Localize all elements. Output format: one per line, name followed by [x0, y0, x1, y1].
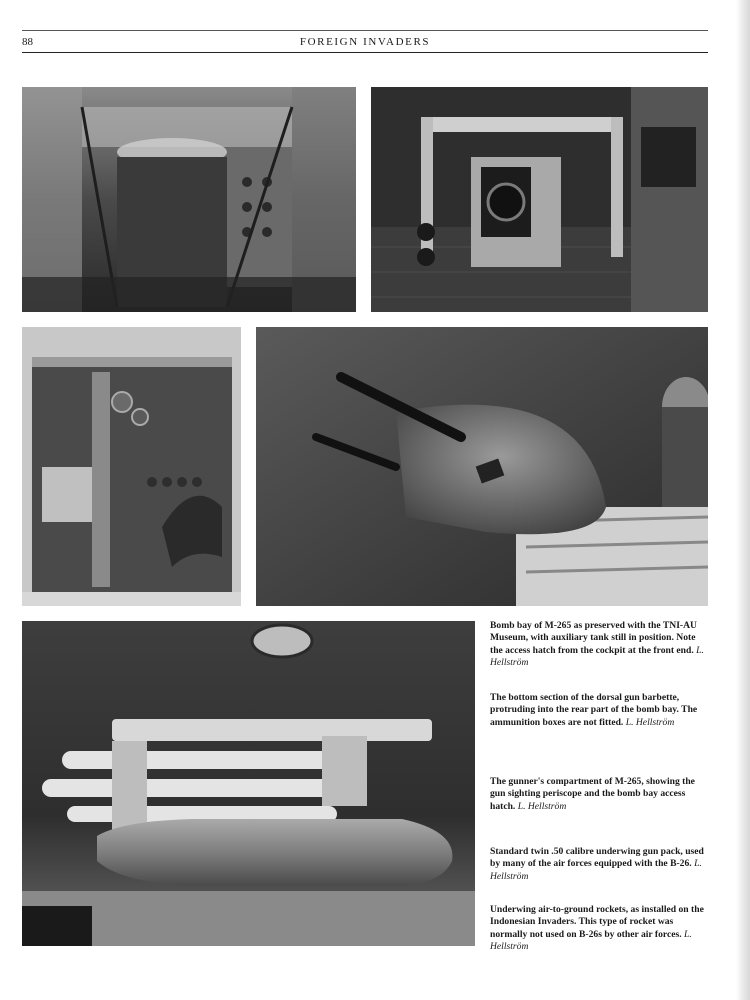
- caption-bomb-bay: [490, 620, 710, 670]
- page-number: 88: [22, 36, 33, 48]
- caption-text: The bottom section of the dorsal gun barbette, protruding into the rear part of the bomb bay. The ammunition boxes are not fitted.: [490, 692, 698, 728]
- caption-text: Standard twin .50 calibre underwing gun pack, used by many of the air forces equipped with the B-26.: [490, 846, 704, 870]
- caption-gun-pack: [490, 846, 710, 883]
- caption-text: The gunner's compartment of M-265, showing the gun sighting periscope and the bomb bay access hatch.: [490, 776, 695, 812]
- photo-gunner-compartment: [22, 327, 241, 606]
- running-header: [22, 34, 708, 53]
- caption-gunner: [490, 776, 710, 813]
- page-edge-shadow: [736, 0, 750, 1000]
- photo-bomb-bay: [22, 87, 356, 312]
- caption-credit: L. Hellström: [490, 644, 704, 669]
- caption-text: Bomb bay of M-265 as preserved with the TNI-AU Museum, with auxiliary tank still in position. Note the access hatch from the cockpit at the front end.: [490, 620, 697, 656]
- caption-credit: L. Hellström: [625, 716, 675, 728]
- running-title: FOREIGN INVADERS: [299, 36, 431, 48]
- header-top-rule: [22, 30, 708, 31]
- photo-rockets: [22, 621, 475, 946]
- caption-text: Underwing air-to-ground rockets, as installed on the Indonesian Invaders. This type of rocket was normally not used on B-26s by other air forces.: [490, 904, 704, 940]
- photo-gun-pack: [256, 327, 708, 606]
- photo-barbette: [371, 87, 708, 312]
- caption-barbette: [490, 692, 710, 729]
- caption-credit: L. Hellström: [517, 800, 567, 812]
- caption-credit: L. Hellström: [490, 858, 702, 882]
- caption-rockets: [490, 904, 710, 954]
- caption-credit: L. Hellström: [490, 928, 692, 953]
